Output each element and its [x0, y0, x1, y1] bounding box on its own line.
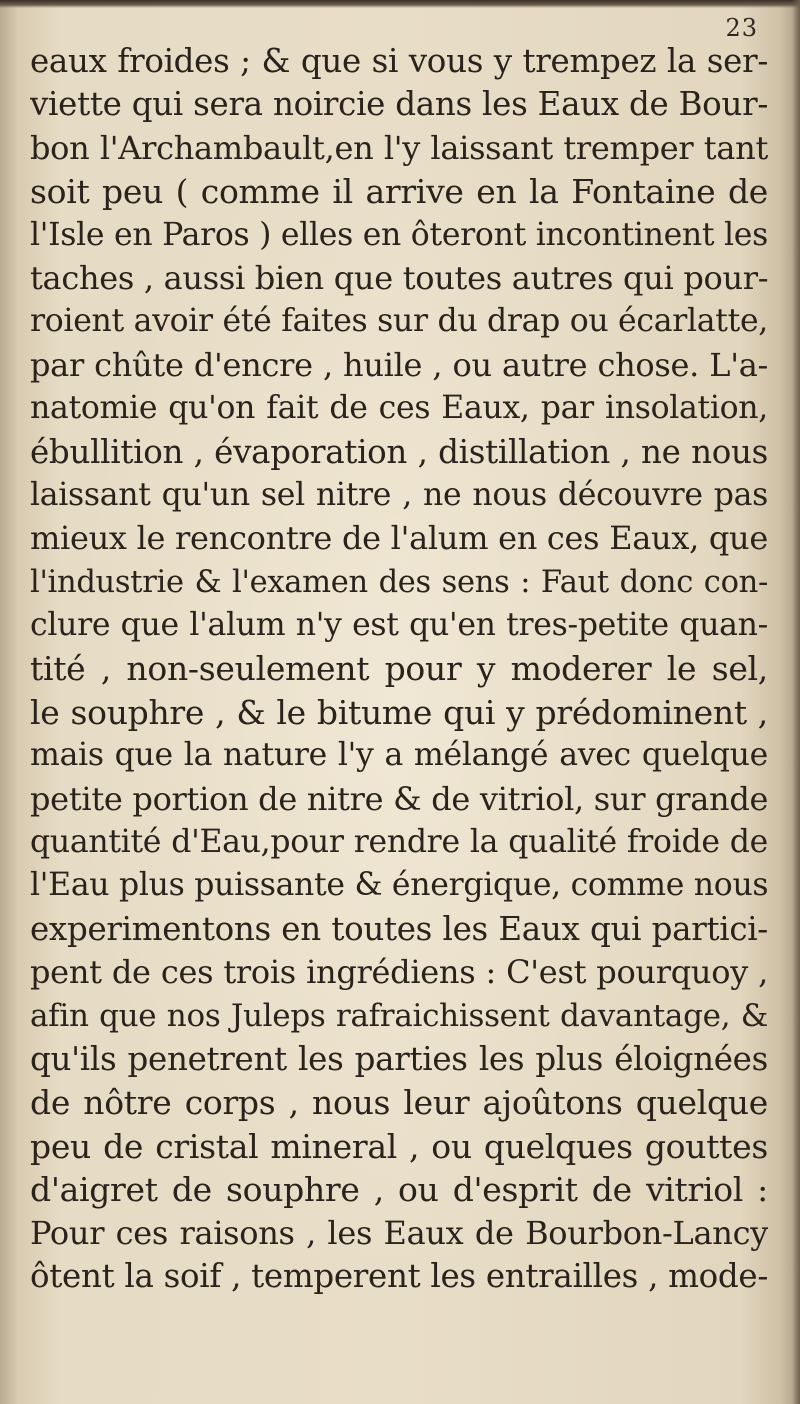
text-line: qu'ils penetrent les parties les plus éloignées [30, 1039, 768, 1078]
text-line: pent de ces trois ingrédiens : C'est pourquoy , [30, 953, 768, 992]
text-line: l'industrie & l'examen des sens : Faut donc con- [30, 564, 768, 600]
page-top-edge-shadow [0, 0, 800, 8]
text-line: afin que nos Juleps rafraichissent davantage, & [30, 997, 768, 1034]
text-line: mais que la nature l'y a mélangé avec quelque [30, 737, 768, 774]
text-line: d'aigret de souphre , ou d'esprit de vitriol : [30, 1170, 768, 1210]
text-line: laissant qu'un sel nitre , ne nous découvre pas [30, 476, 768, 513]
page-number: 23 [725, 14, 758, 42]
text-line: ôtent la soif , temperent les entrailles , mode- [30, 1256, 768, 1295]
text-line: ébullition , évaporation , distillation , ne nous [30, 432, 768, 471]
text-line: mieux le rencontre de l'alum en ces Eaux, que [30, 519, 768, 558]
text-line: eaux froides ; & que si vous y trempez la ser- [30, 42, 768, 80]
text-line: roient avoir été faites sur du drap ou écarlatte, [30, 303, 768, 340]
text-line: natomie qu'on fait de ces Eaux, par insolation, [30, 390, 768, 427]
text-line: peu de cristal mineral , ou quelques gouttes [30, 1126, 768, 1166]
text-line: tité , non-seulement pour y moderer le sel, [30, 649, 768, 689]
text-line: viette qui sera noircie dans les Eaux de Bour- [30, 85, 768, 124]
text-line: l'Isle en Paros ) elles en ôteront incontinent les [30, 216, 768, 253]
text-line: Pour ces raisons , les Eaux de Bourbon-Lancy [30, 1213, 768, 1252]
body-text [30, 40, 768, 1298]
text-line: clure que l'alum n'y est qu'en tres-petite quan- [30, 607, 768, 644]
text-line: soit peu ( comme il arrive en la Fontaine de [30, 172, 768, 212]
page-right-edge-shadow [792, 0, 800, 1404]
text-line: de nôtre corps , nous leur ajoûtons quelque [30, 1083, 768, 1123]
text-line: experimentons en toutes les Eaux qui partici- [30, 909, 768, 948]
text-line: le souphre , & le bitume qui y prédominent , [30, 692, 768, 732]
text-line: taches , aussi bien que toutes autres qui pour- [30, 258, 768, 297]
text-line: l'Eau plus puissante & énergique, comme nous [30, 867, 768, 904]
text-line: par chûte d'encre , huile , ou autre chose. L'a- [30, 345, 768, 384]
text-line: quantité d'Eau,pour rendre la qualité froide de [30, 824, 768, 861]
text-line: bon l'Archambault,en l'y laissant tremper tant [30, 128, 768, 167]
text-line: petite portion de nitre & de vitriol, sur grande [30, 779, 768, 818]
